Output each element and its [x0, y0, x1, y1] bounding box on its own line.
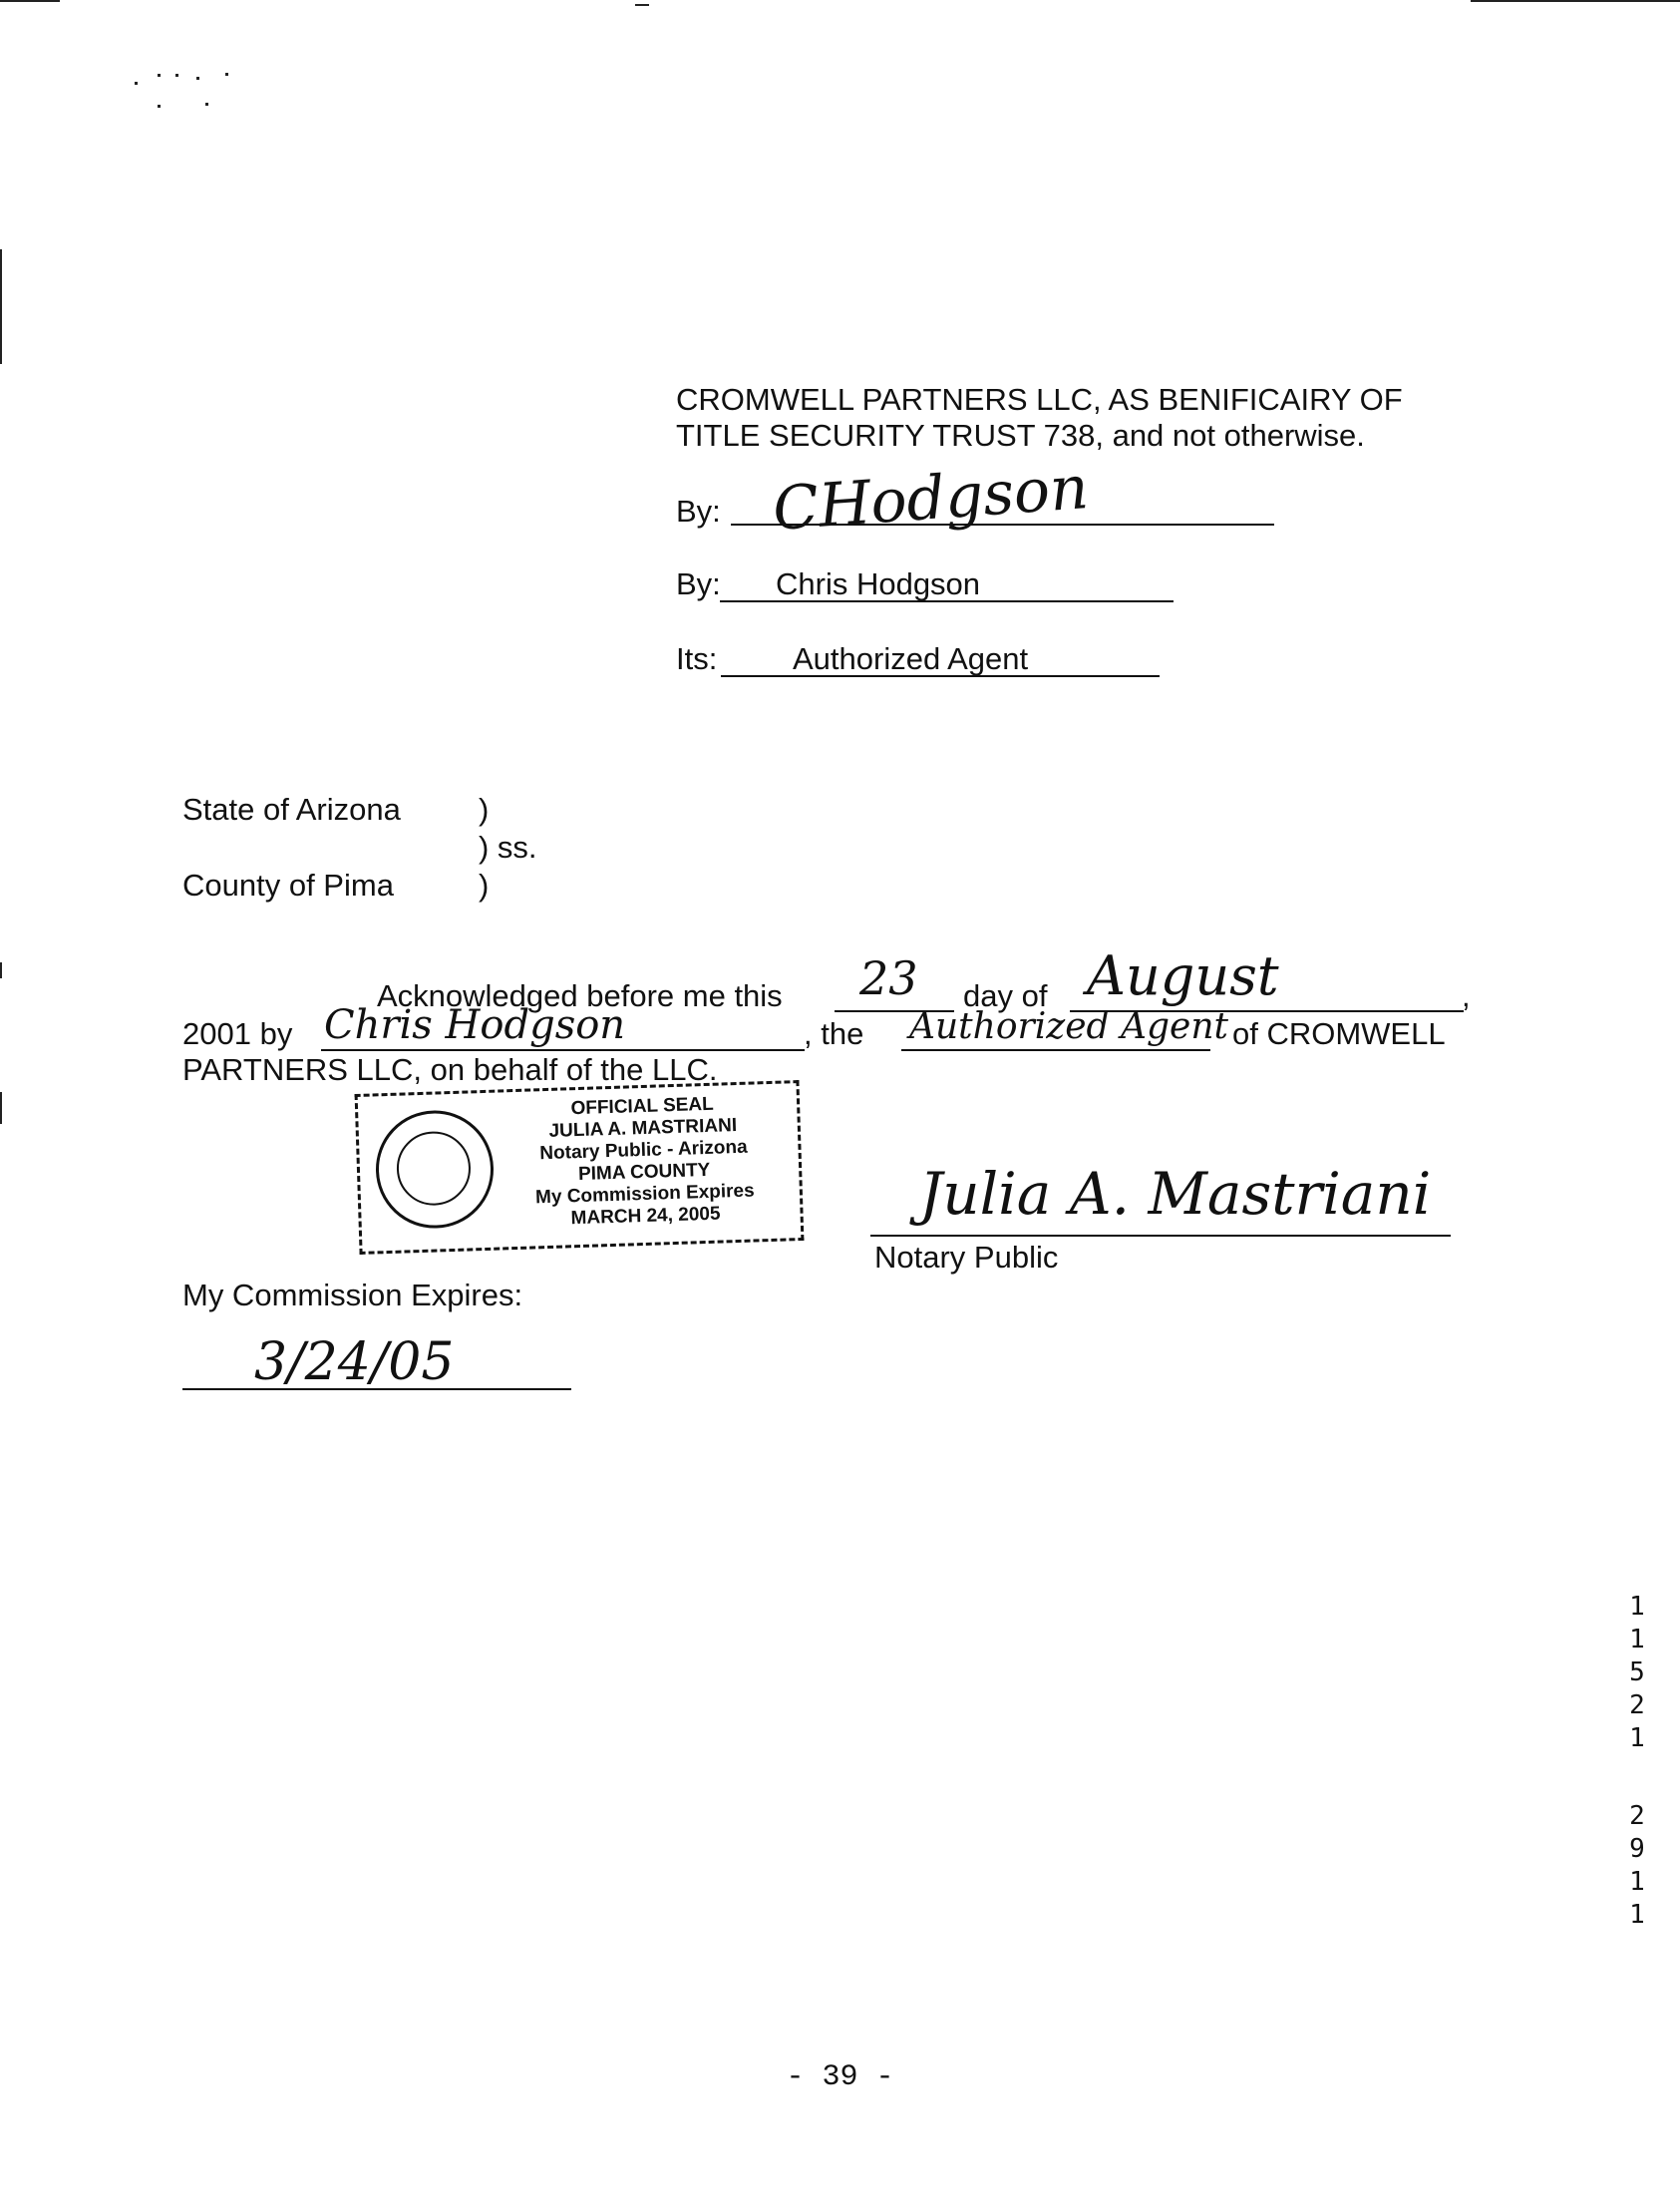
scan-line-top-left — [0, 0, 60, 2]
recording-digit: 1 — [1629, 1867, 1645, 1897]
notary-signature-line — [870, 1235, 1451, 1237]
ack-line-3: PARTNERS LLC, on behalf of the LLC. — [182, 1052, 718, 1087]
seal-line-6: MARCH 24, 2005 — [570, 1203, 721, 1230]
its-label: Its: — [676, 641, 718, 676]
by-name-label: By: — [676, 566, 721, 601]
signer-title: Authorized Agent — [793, 641, 1029, 676]
hodgson-signature: CHodgson — [770, 453, 1091, 545]
state-of-arizona: State of Arizona — [182, 792, 401, 827]
recording-number-vertical — [1625, 1591, 1649, 1932]
notary-signature: Julia A. Mastriani — [919, 1160, 1432, 1228]
seal-text — [498, 1091, 791, 1232]
signer-name: Chris Hodgson — [776, 566, 981, 601]
recording-digit: 1 — [1629, 1723, 1645, 1753]
entity-name-line-1: CROMWELL PARTNERS LLC, AS BENIFICAIRY OF — [676, 382, 1403, 417]
notary-seal-stamp — [355, 1080, 805, 1255]
recording-digit: 9 — [1629, 1834, 1645, 1864]
recording-digit: 1 — [1629, 1625, 1645, 1655]
recording-digit: 2 — [1629, 1690, 1645, 1720]
scan-dot-2 — [158, 74, 161, 77]
ack-comma: , — [1462, 978, 1471, 1013]
entity-name-line-2: TITLE SECURITY TRUST 738, and not otherwise. — [676, 418, 1365, 453]
recording-digit: 1 — [1629, 1900, 1645, 1930]
recording-digit: 5 — [1629, 1657, 1645, 1687]
county-of-pima: County of Pima — [182, 868, 394, 903]
seal-line-5: My Commission Expires — [534, 1180, 755, 1209]
scan-line-top-center — [635, 4, 649, 6]
ack-name: Chris Hodgson — [324, 1002, 626, 1048]
seal-line-3: Notary Public - Arizona — [539, 1136, 748, 1165]
scan-dot-4 — [196, 77, 199, 80]
state-seal-emblem-icon — [374, 1109, 496, 1231]
scan-dot-5 — [225, 73, 228, 76]
scan-dot-3 — [175, 74, 178, 77]
recording-digit-gap — [1625, 1755, 1649, 1800]
scan-dot-1 — [135, 82, 138, 85]
seal-line-1: OFFICIAL SEAL — [570, 1093, 715, 1120]
ack-title: Authorized Agent — [909, 1006, 1228, 1047]
signer-title-line — [721, 675, 1160, 677]
seal-line-4: PIMA COUNTY — [577, 1159, 711, 1186]
by-label: By: — [676, 494, 721, 529]
scan-mark-left-3 — [0, 1092, 2, 1124]
scan-mark-left-2 — [0, 962, 2, 978]
ack-year-by: 2001 by — [182, 1016, 293, 1051]
page-number: - 39 - — [786, 2060, 894, 2094]
ack-text-a: Acknowledged before me this — [377, 978, 783, 1013]
signer-name-line — [720, 600, 1174, 602]
venue-ss: ) ss. — [479, 830, 537, 865]
seal-line-2: JULIA A. MASTRIANI — [548, 1115, 738, 1142]
ack-of-cromwell: of CROMWELL — [1232, 1016, 1446, 1051]
recording-digit: 1 — [1629, 1592, 1645, 1622]
ack-the: , the — [804, 1016, 864, 1051]
venue-paren-1: ) — [479, 792, 490, 827]
ack-name-line — [321, 1049, 805, 1051]
recording-digit: 2 — [1629, 1801, 1645, 1831]
ack-title-line — [901, 1049, 1210, 1051]
commission-date-line — [182, 1388, 571, 1390]
ack-text-b: day of — [963, 978, 1048, 1013]
scan-dot-6 — [158, 105, 161, 108]
commission-expires-label: My Commission Expires: — [182, 1278, 523, 1312]
ack-month: August — [1087, 944, 1279, 1007]
ack-day: 23 — [859, 951, 918, 1005]
notary-public-label: Notary Public — [874, 1240, 1059, 1275]
scan-mark-left-1 — [0, 249, 2, 364]
venue-paren-2: ) — [479, 868, 490, 903]
scan-line-top-right — [1471, 0, 1680, 2]
commission-date: 3/24/05 — [254, 1332, 455, 1392]
scan-dot-7 — [205, 103, 208, 106]
